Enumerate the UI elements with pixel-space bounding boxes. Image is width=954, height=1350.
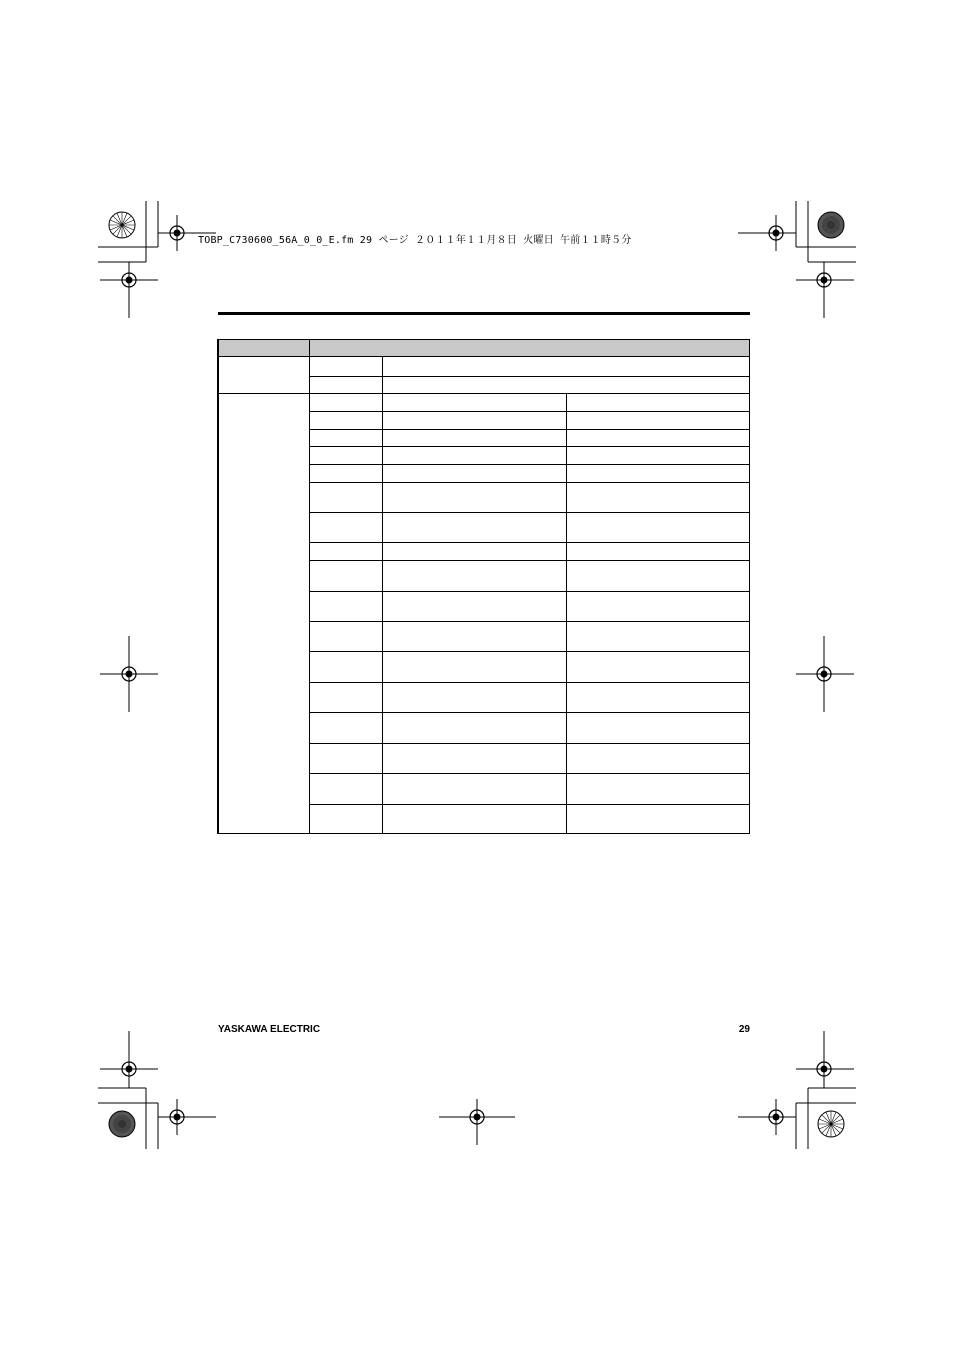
top-rule	[218, 312, 750, 315]
footer-page-number: 29	[738, 1024, 750, 1035]
file-info-header: TOBP_C730600_56A_0_0_E.fm 29 ページ ２０１１年１１月８日 火曜日 午前１１時５分	[198, 235, 632, 246]
table-header-row	[217, 339, 750, 356]
specification-table	[217, 339, 750, 834]
footer-company: YASKAWA ELECTRIC	[218, 1024, 321, 1035]
